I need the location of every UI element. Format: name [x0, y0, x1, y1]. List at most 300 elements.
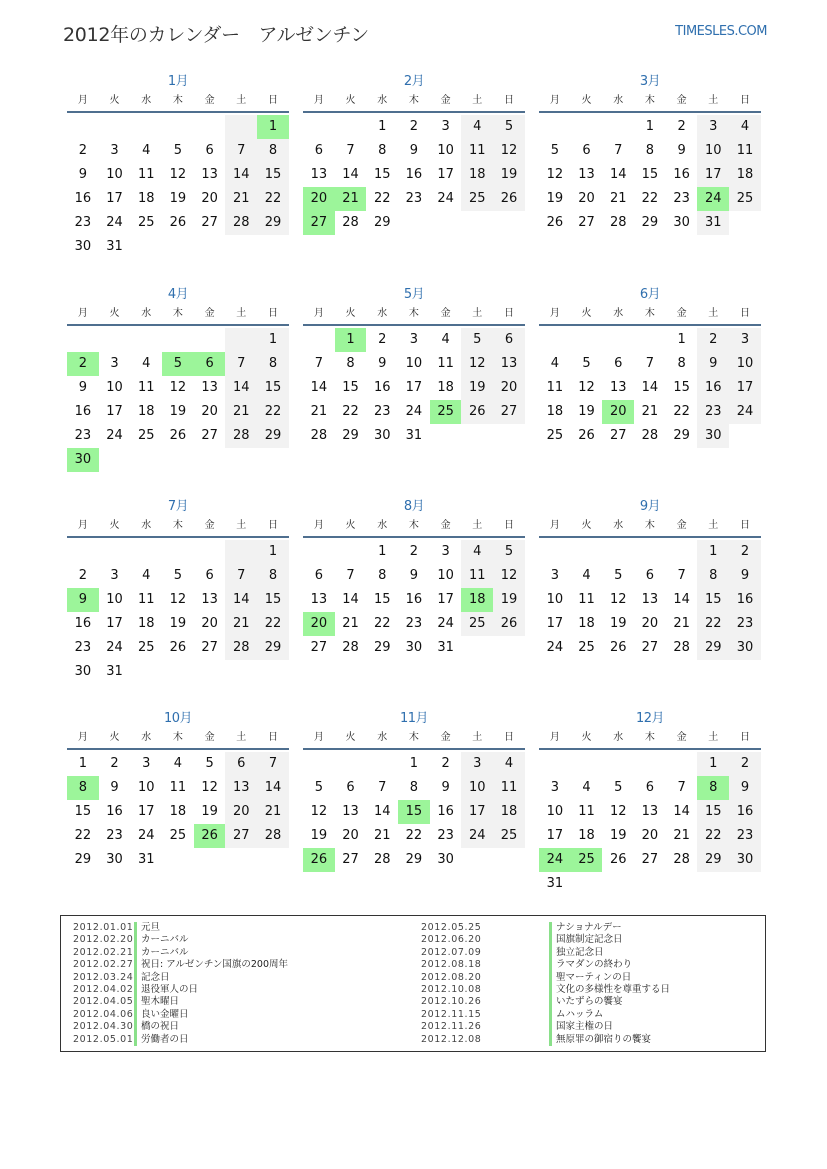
day-cell: 1	[645, 119, 655, 134]
weekday-label: 日	[739, 732, 750, 743]
day-cell: 10	[106, 167, 123, 182]
weekday-header	[539, 304, 761, 326]
weekday-label: 土	[708, 95, 719, 106]
day-cell: 26	[493, 187, 525, 211]
day-cell: 6	[645, 780, 655, 795]
month-block	[539, 498, 761, 660]
day-cell: 23	[405, 191, 423, 206]
day-cell: 24	[437, 616, 454, 631]
day-cell: 23	[405, 616, 423, 631]
day-cell: 12	[609, 592, 627, 607]
site-logo-text[interactable]: TIMESLES.COM	[675, 24, 767, 39]
weekday-label: 木	[644, 95, 655, 106]
day-cell: 15	[373, 592, 391, 607]
day-cell: 3	[441, 544, 450, 559]
day-cell: 29	[257, 636, 289, 660]
empty-cell	[539, 752, 571, 776]
holiday-day-cell: 2	[67, 352, 99, 376]
day-grid	[303, 113, 525, 235]
day-cell: 10	[729, 352, 761, 376]
weekday-label: 木	[172, 308, 183, 319]
day-cell: 16	[74, 616, 92, 631]
day-cell: 30	[437, 852, 454, 867]
day-cell: 20	[578, 191, 595, 206]
day-cell: 14	[373, 804, 391, 819]
day-cell: 3	[142, 756, 151, 771]
weekday-label: 木	[408, 520, 419, 531]
day-cell: 26	[578, 428, 595, 443]
holiday-day-cell: 20	[303, 187, 335, 211]
day-cell: 19	[493, 163, 525, 187]
weekday-label: 日	[503, 308, 514, 319]
empty-cell	[602, 328, 634, 352]
weekday-label: 木	[644, 732, 655, 743]
holiday-row	[421, 996, 670, 1008]
weekday-label: 木	[408, 732, 419, 743]
month-title: 11月	[399, 711, 429, 726]
empty-cell	[67, 115, 99, 139]
day-cell: 28	[257, 824, 289, 848]
empty-cell	[225, 115, 257, 139]
holiday-name: 労働者の日	[134, 1034, 189, 1046]
weekday-label: 月	[549, 520, 560, 531]
day-cell: 5	[582, 356, 591, 371]
day-cell: 16	[373, 380, 391, 395]
weekday-label: 金	[204, 308, 215, 319]
holiday-day-cell: 21	[335, 187, 367, 211]
day-cell: 4	[493, 752, 525, 776]
day-cell: 16	[673, 167, 690, 182]
month-block	[67, 710, 289, 872]
day-cell: 21	[641, 404, 659, 419]
day-cell: 20	[342, 828, 359, 843]
day-grid	[67, 538, 289, 684]
day-cell: 21	[225, 187, 257, 211]
weekday-label: 土	[708, 308, 719, 319]
holiday-row	[421, 1021, 670, 1033]
month-block	[539, 710, 761, 896]
day-cell: 15	[641, 167, 659, 182]
holiday-row	[421, 984, 670, 996]
day-cell: 30	[373, 428, 391, 443]
month-block	[67, 498, 289, 684]
empty-cell	[225, 328, 257, 352]
day-cell: 26	[169, 640, 187, 655]
day-cell: 17	[729, 376, 761, 400]
day-cell: 15	[373, 167, 391, 182]
weekday-label: 火	[581, 732, 592, 743]
day-cell: 27	[201, 428, 218, 443]
empty-cell	[194, 540, 226, 564]
day-cell: 11	[578, 804, 595, 819]
empty-cell	[335, 752, 367, 776]
day-grid	[67, 750, 289, 872]
day-cell: 28	[673, 640, 690, 655]
day-cell: 19	[201, 804, 218, 819]
day-cell: 27	[201, 640, 218, 655]
day-grid	[539, 113, 761, 235]
day-cell: 7	[225, 352, 257, 376]
day-cell: 11	[137, 380, 155, 395]
day-cell: 19	[546, 191, 564, 206]
day-cell: 19	[461, 376, 493, 400]
empty-cell	[634, 328, 666, 352]
empty-cell	[335, 540, 367, 564]
day-grid	[67, 113, 289, 259]
month-title: 10月	[163, 711, 193, 726]
weekday-header	[303, 91, 525, 113]
day-cell: 17	[437, 167, 454, 182]
day-cell: 28	[342, 640, 359, 655]
day-cell: 1	[378, 544, 387, 559]
day-cell: 2	[78, 143, 87, 158]
month-block	[67, 286, 289, 472]
weekday-label: 火	[345, 520, 356, 531]
day-cell: 15	[697, 800, 729, 824]
weekday-label: 金	[204, 732, 215, 743]
holiday-row	[73, 922, 288, 934]
day-cell: 22	[257, 612, 289, 636]
weekday-label: 日	[739, 95, 750, 106]
day-cell: 8	[378, 143, 387, 158]
day-cell: 16	[405, 167, 423, 182]
holiday-date: 2012.10.08	[421, 983, 482, 995]
day-cell: 13	[310, 592, 328, 607]
day-cell: 25	[461, 187, 493, 211]
empty-cell	[194, 328, 226, 352]
holiday-row	[73, 959, 288, 971]
day-cell: 23	[697, 400, 729, 424]
day-cell: 14	[257, 776, 289, 800]
weekday-label: 土	[472, 308, 483, 319]
day-cell: 18	[461, 163, 493, 187]
holiday-date: 2012.10.26	[421, 996, 482, 1008]
weekday-label: 日	[267, 520, 278, 531]
day-cell: 6	[205, 568, 214, 583]
day-cell: 19	[169, 404, 187, 419]
day-cell: 14	[673, 592, 690, 607]
month-title: 3月	[639, 74, 661, 89]
empty-cell	[571, 328, 603, 352]
holiday-day-cell: 1	[257, 115, 289, 139]
empty-cell	[571, 115, 603, 139]
day-cell: 1	[409, 756, 419, 771]
weekday-label: 水	[141, 732, 152, 743]
day-cell: 23	[74, 215, 92, 230]
holiday-date: 2012.04.30	[73, 1021, 134, 1033]
day-cell: 17	[546, 616, 564, 631]
day-cell: 10	[461, 776, 493, 800]
day-cell: 19	[169, 191, 187, 206]
weekday-label: 水	[141, 520, 152, 531]
day-cell: 3	[729, 328, 761, 352]
day-cell: 11	[437, 356, 454, 371]
weekday-label: 金	[676, 308, 687, 319]
day-cell: 4	[582, 780, 591, 795]
holiday-name: 国家主権の日	[549, 1021, 613, 1033]
day-cell: 17	[106, 404, 123, 419]
day-cell: 16	[697, 376, 729, 400]
day-cell: 5	[173, 143, 183, 158]
day-cell: 3	[110, 568, 119, 583]
holiday-row	[421, 922, 670, 934]
day-cell: 1	[78, 756, 87, 771]
day-cell: 26	[609, 640, 627, 655]
holiday-day-cell: 1	[335, 328, 367, 352]
day-cell: 30	[673, 215, 690, 230]
holiday-row	[421, 1009, 670, 1021]
day-cell: 27	[310, 640, 328, 655]
empty-cell	[666, 752, 698, 776]
month-block	[67, 73, 289, 259]
weekday-label: 火	[581, 95, 592, 106]
month-title: 9月	[639, 499, 661, 514]
weekday-label: 月	[549, 732, 560, 743]
day-cell: 7	[257, 752, 289, 776]
holiday-day-cell: 8	[67, 776, 99, 800]
day-cell: 10	[437, 143, 454, 158]
day-cell: 7	[346, 568, 355, 583]
day-cell: 5	[614, 780, 623, 795]
day-cell: 9	[409, 143, 419, 158]
day-cell: 16	[74, 404, 92, 419]
holiday-list	[60, 915, 766, 1052]
day-cell: 24	[106, 215, 123, 230]
holiday-day-cell: 27	[303, 211, 335, 235]
holiday-name: 祝日: アルゼンチン国旗の200周年	[134, 959, 288, 971]
weekday-label: 土	[472, 732, 483, 743]
empty-cell	[99, 540, 131, 564]
holiday-row	[421, 947, 670, 959]
day-cell: 1	[697, 540, 729, 564]
day-cell: 23	[673, 191, 690, 206]
holiday-name: 無原罪の御宿りの饗宴	[549, 1034, 651, 1046]
weekday-label: 金	[204, 520, 215, 531]
day-cell: 22	[74, 828, 92, 843]
day-cell: 14	[225, 163, 257, 187]
day-cell: 21	[225, 400, 257, 424]
day-cell: 17	[697, 163, 729, 187]
day-cell: 25	[169, 828, 187, 843]
day-cell: 10	[437, 568, 454, 583]
day-cell: 3	[550, 568, 559, 583]
day-cell: 22	[641, 191, 659, 206]
day-cell: 26	[493, 612, 525, 636]
holiday-day-cell: 15	[398, 800, 430, 824]
day-cell: 7	[346, 143, 355, 158]
day-cell: 4	[173, 756, 183, 771]
empty-cell	[539, 328, 571, 352]
holiday-day-cell: 30	[67, 448, 99, 472]
holiday-day-cell: 9	[67, 588, 99, 612]
weekday-label: 火	[109, 520, 120, 531]
day-cell: 20	[641, 828, 659, 843]
day-cell: 8	[346, 356, 355, 371]
day-cell: 5	[614, 568, 623, 583]
day-cell: 15	[257, 163, 289, 187]
day-cell: 26	[546, 215, 564, 230]
holiday-name: 独立記念日	[549, 947, 604, 959]
day-cell: 31	[137, 852, 155, 867]
holiday-day-cell: 6	[194, 352, 226, 376]
weekday-label: 月	[313, 308, 324, 319]
day-cell: 23	[729, 612, 761, 636]
day-cell: 5	[461, 328, 493, 352]
month-title: 7月	[167, 499, 189, 514]
day-cell: 27	[578, 215, 595, 230]
day-cell: 22	[373, 191, 391, 206]
day-cell: 11	[169, 780, 187, 795]
day-cell: 24	[106, 640, 123, 655]
day-cell: 18	[578, 828, 595, 843]
day-cell: 5	[493, 115, 525, 139]
weekday-label: 月	[549, 95, 560, 106]
day-cell: 14	[225, 588, 257, 612]
day-cell: 7	[314, 356, 323, 371]
day-cell: 20	[201, 404, 218, 419]
day-cell: 15	[697, 588, 729, 612]
weekday-label: 火	[109, 732, 120, 743]
day-cell: 12	[461, 352, 493, 376]
month-title: 1月	[167, 74, 189, 89]
weekday-header	[67, 91, 289, 113]
day-cell: 28	[225, 636, 257, 660]
weekday-label: 木	[172, 520, 183, 531]
day-cell: 6	[582, 143, 591, 158]
weekday-label: 土	[236, 95, 247, 106]
day-cell: 19	[609, 616, 627, 631]
weekday-label: 木	[172, 732, 183, 743]
weekday-label: 月	[77, 520, 88, 531]
weekday-label: 水	[377, 520, 388, 531]
day-cell: 12	[310, 804, 328, 819]
day-grid	[539, 750, 761, 896]
day-cell: 30	[405, 640, 423, 655]
holiday-row	[73, 1021, 288, 1033]
day-cell: 10	[546, 804, 564, 819]
day-cell: 21	[342, 616, 359, 631]
month-title: 8月	[403, 499, 425, 514]
day-cell: 18	[137, 616, 155, 631]
day-cell: 3	[110, 143, 119, 158]
day-cell: 23	[74, 428, 92, 443]
day-cell: 10	[697, 139, 729, 163]
holiday-day-cell: 25	[430, 400, 462, 424]
holiday-name: カーニバル	[134, 947, 189, 959]
day-cell: 6	[493, 328, 525, 352]
day-cell: 21	[609, 191, 627, 206]
empty-cell	[303, 540, 335, 564]
day-cell: 28	[310, 428, 328, 443]
empty-cell	[634, 540, 666, 564]
empty-cell	[225, 540, 257, 564]
day-grid	[303, 326, 525, 448]
day-cell: 9	[677, 143, 686, 158]
day-cell: 16	[74, 191, 92, 206]
day-cell: 24	[461, 824, 493, 848]
weekday-label: 水	[141, 308, 152, 319]
day-cell: 25	[137, 428, 155, 443]
day-cell: 18	[578, 616, 595, 631]
weekday-label: 金	[676, 95, 687, 106]
weekday-label: 月	[77, 732, 88, 743]
weekday-label: 土	[708, 520, 719, 531]
day-cell: 30	[74, 664, 92, 679]
holiday-row	[421, 959, 670, 971]
weekday-header	[67, 516, 289, 538]
day-cell: 10	[106, 380, 123, 395]
day-cell: 28	[641, 428, 659, 443]
day-cell: 22	[257, 400, 289, 424]
day-cell: 12	[493, 139, 525, 163]
empty-cell	[571, 540, 603, 564]
weekday-label: 金	[204, 95, 215, 106]
day-cell: 27	[225, 824, 257, 848]
holiday-date: 2012.06.20	[421, 934, 482, 946]
day-cell: 20	[201, 616, 218, 631]
day-grid	[67, 326, 289, 472]
day-cell: 9	[441, 780, 450, 795]
empty-cell	[571, 752, 603, 776]
weekday-header	[539, 728, 761, 750]
day-cell: 24	[437, 191, 454, 206]
holiday-day-cell: 26	[194, 824, 226, 848]
holiday-date: 2012.01.01	[73, 922, 134, 933]
day-cell: 8	[409, 780, 419, 795]
day-cell: 26	[169, 215, 187, 230]
day-cell: 17	[461, 800, 493, 824]
empty-cell	[194, 115, 226, 139]
day-cell: 4	[142, 143, 151, 158]
empty-cell	[335, 115, 367, 139]
day-cell: 30	[74, 239, 92, 254]
holiday-list-left	[73, 922, 288, 1046]
day-cell: 12	[546, 167, 564, 182]
weekday-label: 土	[236, 520, 247, 531]
holiday-date: 2012.11.15	[421, 1008, 482, 1020]
day-cell: 14	[342, 592, 359, 607]
day-cell: 5	[173, 568, 183, 583]
day-cell: 17	[137, 804, 155, 819]
day-cell: 23	[106, 828, 123, 843]
day-cell: 29	[697, 636, 729, 660]
day-cell: 1	[257, 540, 289, 564]
day-cell: 13	[201, 167, 218, 182]
empty-cell	[634, 752, 666, 776]
day-cell: 21	[310, 404, 328, 419]
day-cell: 29	[74, 852, 92, 867]
day-cell: 23	[373, 404, 391, 419]
day-cell: 3	[461, 752, 493, 776]
day-cell: 9	[409, 568, 419, 583]
empty-cell	[539, 540, 571, 564]
weekday-label: 金	[676, 732, 687, 743]
day-cell: 2	[677, 119, 686, 134]
day-cell: 9	[78, 380, 87, 395]
weekday-label: 土	[708, 732, 719, 743]
day-cell: 22	[697, 612, 729, 636]
day-cell: 11	[137, 592, 155, 607]
empty-cell	[366, 752, 398, 776]
day-cell: 3	[441, 119, 450, 134]
day-cell: 21	[225, 612, 257, 636]
day-cell: 13	[310, 167, 328, 182]
day-cell: 1	[697, 752, 729, 776]
day-cell: 21	[257, 800, 289, 824]
weekday-label: 木	[172, 95, 183, 106]
day-cell: 24	[729, 400, 761, 424]
day-cell: 13	[578, 167, 595, 182]
